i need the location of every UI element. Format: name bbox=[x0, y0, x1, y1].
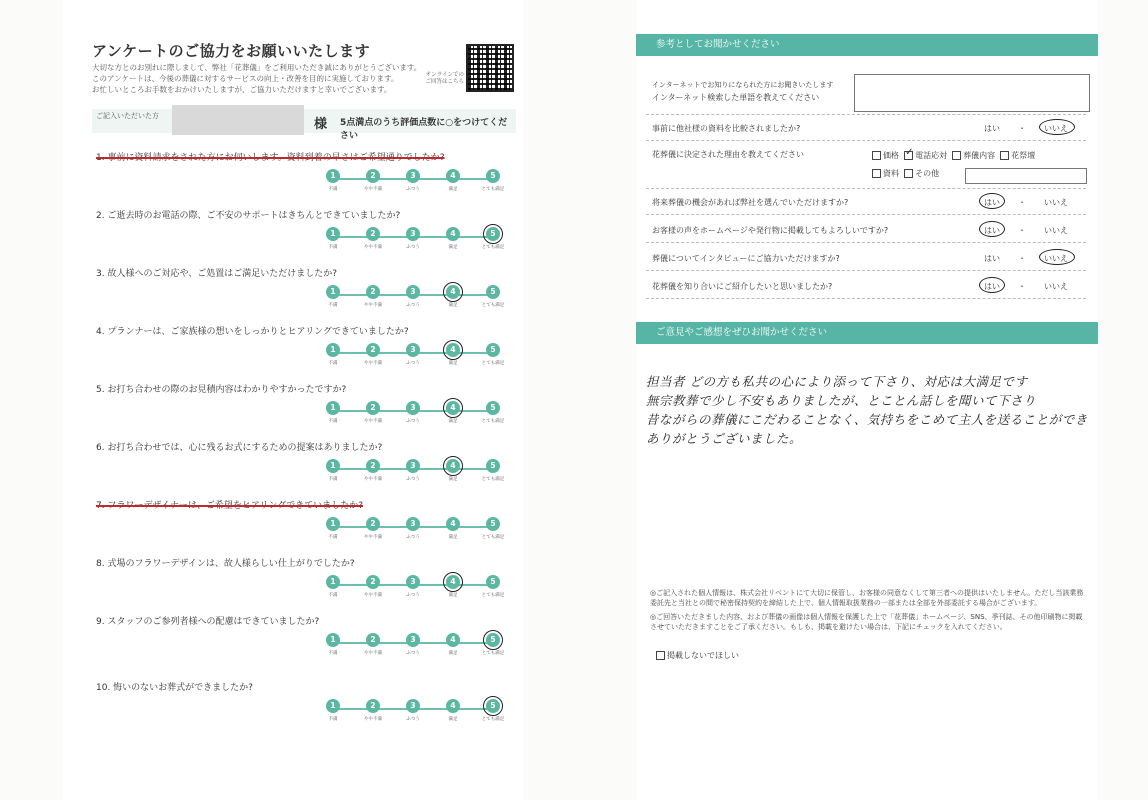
rating-label: やや不満 bbox=[364, 361, 382, 366]
rating-label: 不満 bbox=[328, 187, 338, 192]
question-4 bbox=[92, 324, 516, 382]
rating-label: とても満足 bbox=[481, 535, 505, 540]
rating-label: やや不満 bbox=[364, 245, 382, 250]
rating-option-5[interactable]: 5 bbox=[486, 227, 500, 241]
checkbox-icon bbox=[904, 169, 913, 178]
rating-option-5[interactable]: 5 bbox=[486, 459, 500, 473]
checkbox-icon bbox=[872, 151, 881, 160]
rating-label: 不満 bbox=[328, 651, 338, 656]
rating-option-3[interactable]: 3 bbox=[406, 169, 420, 183]
no-option[interactable]: いいえ bbox=[1044, 254, 1068, 263]
question-text: 2. ご逝去時のお電話の際、ご不安のサポートはきちんとできていましたか? bbox=[96, 211, 401, 221]
rating-label: 不満 bbox=[328, 717, 338, 722]
answer-circle-mark bbox=[1039, 249, 1075, 265]
rating-option-1[interactable]: 1 bbox=[326, 633, 340, 647]
rating-label: 不満 bbox=[328, 361, 338, 366]
rating-option-4[interactable]: 4 bbox=[446, 227, 460, 241]
privacy-note: ◎ご記入された個人情報は、株式会社リベントにて大切に保管し、お客様の同意なくして第三者への提供はいたしません。ただし当該業務委託先と当社との間で秘密保持契約を締結した上で、個人情報取扱業務の一部または全部を外部委託する場合がございます。 bbox=[650, 589, 1084, 607]
rating-option-5[interactable]: 5 bbox=[486, 401, 500, 415]
rating-option-1[interactable]: 1 bbox=[326, 575, 340, 589]
rating-label: 不満 bbox=[328, 477, 338, 482]
rating-option-5[interactable]: 5 bbox=[486, 285, 500, 299]
answer-circle-mark bbox=[979, 221, 1005, 237]
rating-scale bbox=[326, 285, 505, 315]
yes-option[interactable]: はい bbox=[984, 198, 1000, 207]
no-option[interactable]: いいえ bbox=[1044, 124, 1068, 133]
selected-rating-mark bbox=[443, 456, 463, 476]
rating-label: 満足 bbox=[448, 717, 458, 722]
question-text: 1. 事前に資料請求をされた方にお伺いします。資料到着の早さはご希望通りでしたか? bbox=[96, 153, 445, 163]
intro-text bbox=[92, 62, 442, 95]
rating-label: ふつう bbox=[406, 361, 420, 366]
rating-option-1[interactable]: 1 bbox=[326, 517, 340, 531]
question-3 bbox=[92, 266, 516, 324]
rating-option-2[interactable]: 2 bbox=[366, 227, 380, 241]
rating-label: やや不満 bbox=[364, 303, 382, 308]
internet-question-1: インターネットでお知りになられた方にお聞きいたします bbox=[652, 81, 834, 89]
rating-label: 満足 bbox=[448, 419, 458, 424]
rating-label: やや不満 bbox=[364, 477, 382, 482]
comment-line: 昔ながらの葬儀にこだわることなく、気持ちをこめて主人を送ることができ bbox=[646, 412, 1088, 427]
rating-label: ふつう bbox=[406, 717, 420, 722]
rating-option-2[interactable]: 2 bbox=[366, 401, 380, 415]
rating-scale bbox=[326, 343, 505, 373]
separator: ・ bbox=[1018, 198, 1026, 207]
question-8 bbox=[92, 556, 516, 614]
rating-label: やや不満 bbox=[364, 187, 382, 192]
yes-no-row-3 bbox=[646, 248, 1086, 271]
rating-label: 満足 bbox=[448, 651, 458, 656]
rating-option-4[interactable]: 4 bbox=[446, 285, 460, 299]
rating-label: ふつう bbox=[406, 303, 420, 308]
yes-option[interactable]: はい bbox=[984, 254, 1000, 263]
question-text: 6. お打ち合わせでは、心に残るお式にするための提案はありましたか? bbox=[96, 443, 383, 453]
rating-option-1[interactable]: 1 bbox=[326, 459, 340, 473]
option-label: 花祭壇 bbox=[1011, 151, 1036, 160]
rating-label: とても満足 bbox=[481, 187, 505, 192]
rating-label: 不満 bbox=[328, 245, 338, 250]
rating-label: とても満足 bbox=[481, 419, 505, 424]
yes-no-question: 花葬儀を知り合いにご紹介したいと思いましたか? bbox=[652, 282, 833, 291]
rating-label: 満足 bbox=[448, 535, 458, 540]
rating-option-1[interactable]: 1 bbox=[326, 285, 340, 299]
no-publish-label: 掲載しないでほしい bbox=[667, 651, 739, 660]
question-text: 3. 故人様へのご対応や、ご処置はご満足いただけましたか? bbox=[96, 269, 338, 279]
separator: ・ bbox=[1018, 282, 1026, 291]
rating-label: やや不満 bbox=[364, 419, 382, 424]
rating-label: ふつう bbox=[406, 245, 420, 250]
rating-label: やや不満 bbox=[364, 651, 382, 656]
separator: ・ bbox=[1018, 226, 1026, 235]
option-label: その他 bbox=[915, 169, 940, 178]
selected-rating-mark bbox=[483, 224, 503, 244]
question-9 bbox=[92, 614, 516, 672]
survey-left-page bbox=[62, 0, 524, 800]
rating-label: やや不満 bbox=[364, 535, 382, 540]
rating-label: 満足 bbox=[448, 593, 458, 598]
separator: ・ bbox=[1018, 124, 1026, 133]
search-word-field[interactable] bbox=[854, 74, 1090, 112]
checkbox-price[interactable] bbox=[872, 151, 899, 160]
rating-label: 不満 bbox=[328, 303, 338, 308]
checkbox-altar[interactable] bbox=[1000, 151, 1035, 160]
compare-row bbox=[646, 118, 1086, 141]
name-field-redacted[interactable] bbox=[172, 105, 304, 135]
rating-option-3[interactable]: 3 bbox=[406, 227, 420, 241]
yes-option[interactable]: はい bbox=[984, 282, 1000, 291]
name-suffix: 様 bbox=[314, 117, 328, 132]
rating-scale bbox=[326, 227, 505, 257]
rating-option-2[interactable]: 2 bbox=[366, 633, 380, 647]
rating-scale bbox=[326, 575, 505, 605]
rating-option-3[interactable]: 3 bbox=[406, 401, 420, 415]
section-header-comments: ご意見やご感想をぜひお聞かせください bbox=[636, 322, 1098, 344]
yes-no-question: お客様の声をホームページや発行物に掲載してもよろしいですか? bbox=[652, 226, 889, 235]
rating-option-5[interactable]: 5 bbox=[486, 169, 500, 183]
rating-label: ふつう bbox=[406, 593, 420, 598]
rating-option-3[interactable]: 3 bbox=[406, 699, 420, 713]
rating-label: 満足 bbox=[448, 361, 458, 366]
rating-label: 不満 bbox=[328, 593, 338, 598]
yes-no-question: 将来葬儀の機会があれば弊社を選んでいただけますか? bbox=[652, 198, 849, 207]
comment-line: 無宗教葬で少し不安もありましたが、とことん話しを聞いて下さり bbox=[646, 393, 1037, 408]
yes-option[interactable]: はい bbox=[984, 124, 1000, 133]
rating-scale bbox=[326, 517, 505, 547]
separator: ・ bbox=[1018, 254, 1026, 263]
rating-label: やや不満 bbox=[364, 717, 382, 722]
intro-line: お忙しいところお手数をおかけいたしますが、ご協力いただけますと幸いでございます。 bbox=[92, 85, 392, 94]
rating-label: 不満 bbox=[328, 535, 338, 540]
yes-no-row-2 bbox=[646, 220, 1086, 243]
rating-label: とても満足 bbox=[481, 477, 505, 482]
rating-option-1[interactable]: 1 bbox=[326, 169, 340, 183]
qr-code-icon[interactable] bbox=[466, 44, 514, 92]
rating-option-4[interactable]: 4 bbox=[446, 633, 460, 647]
checkbox-other[interactable] bbox=[904, 169, 939, 178]
rating-option-4[interactable]: 4 bbox=[446, 517, 460, 531]
rating-label: ふつう bbox=[406, 477, 420, 482]
checkbox-icon bbox=[952, 151, 961, 160]
intro-line: 大切な方とのお別れに際しまして、弊社「花葬儀」をご利用いただき誠にありがとうございます。 bbox=[92, 63, 422, 72]
rating-scale bbox=[326, 401, 505, 431]
comment-line: 担当者 どの方も私共の心により添って下さり、対応は大満足です bbox=[646, 374, 1028, 389]
name-label: ご記入いただいた方 bbox=[96, 112, 159, 120]
option-label: 葬儀内容 bbox=[963, 151, 996, 160]
rating-option-5[interactable]: 5 bbox=[486, 633, 500, 647]
question-2 bbox=[92, 208, 516, 266]
selected-rating-mark bbox=[443, 340, 463, 360]
name-row bbox=[92, 109, 516, 141]
question-6 bbox=[92, 440, 516, 498]
rating-option-5[interactable]: 5 bbox=[486, 575, 500, 589]
rating-option-5[interactable]: 5 bbox=[486, 343, 500, 357]
rating-label: 満足 bbox=[448, 187, 458, 192]
qr-code-block bbox=[425, 44, 518, 100]
rating-option-3[interactable]: 3 bbox=[406, 285, 420, 299]
rating-option-1[interactable]: 1 bbox=[326, 401, 340, 415]
rating-option-4[interactable]: 4 bbox=[446, 459, 460, 473]
checkbox-content[interactable] bbox=[952, 151, 995, 160]
rating-label: ふつう bbox=[406, 535, 420, 540]
answer-circle-mark bbox=[1039, 119, 1075, 135]
yes-no-row-4 bbox=[646, 276, 1086, 299]
question-text: 7. フラワーデザイナーは、ご希望をヒアリングできていましたか? bbox=[96, 501, 364, 511]
comment-line: ありがとうございました。 bbox=[646, 431, 803, 446]
no-option[interactable]: いいえ bbox=[1044, 226, 1068, 235]
question-7 bbox=[92, 498, 516, 556]
rating-option-1[interactable]: 1 bbox=[326, 227, 340, 241]
privacy-notes bbox=[650, 588, 1086, 632]
reason-options-line-1 bbox=[872, 147, 1036, 161]
question-text: 10. 悔いのないお葬式ができましたか? bbox=[96, 683, 253, 693]
no-publish-checkbox[interactable] bbox=[656, 650, 739, 661]
question-text: 4. プランナーは、ご家族様の想いをしっかりとヒアリングできていましたか? bbox=[96, 327, 409, 337]
reason-row bbox=[646, 144, 1086, 189]
question-text: 5. お打ち合わせの際のお見積内容はわかりやすかったですか? bbox=[96, 385, 347, 395]
rating-label: ふつう bbox=[406, 187, 420, 192]
rating-option-2[interactable]: 2 bbox=[366, 169, 380, 183]
checkbox-icon bbox=[872, 169, 881, 178]
question-10 bbox=[92, 680, 516, 738]
internet-question-2: インターネット検索した単語を教えてください bbox=[652, 93, 820, 102]
yes-option[interactable]: はい bbox=[984, 226, 1000, 235]
selected-rating-mark bbox=[443, 282, 463, 302]
answer-circle-mark bbox=[979, 277, 1005, 293]
reason-options-line-2 bbox=[872, 168, 939, 179]
checkbox-icon bbox=[1000, 151, 1009, 160]
rating-option-3[interactable]: 3 bbox=[406, 517, 420, 531]
qr-caption: オンラインでのご回答はこちら bbox=[425, 72, 464, 85]
rating-option-2[interactable]: 2 bbox=[366, 285, 380, 299]
rating-label: 満足 bbox=[448, 477, 458, 482]
rating-option-3[interactable]: 3 bbox=[406, 343, 420, 357]
rating-option-2[interactable]: 2 bbox=[366, 517, 380, 531]
question-5 bbox=[92, 382, 516, 440]
rating-option-2[interactable]: 2 bbox=[366, 343, 380, 357]
rating-label: ふつう bbox=[406, 419, 420, 424]
rating-label: 満足 bbox=[448, 245, 458, 250]
rating-option-1[interactable]: 1 bbox=[326, 343, 340, 357]
section-header-reference: 参考としてお聞かせください bbox=[636, 34, 1098, 56]
rating-option-4[interactable]: 4 bbox=[446, 699, 460, 713]
rating-label: 不満 bbox=[328, 419, 338, 424]
yes-no-row-1 bbox=[646, 192, 1086, 215]
selected-rating-mark bbox=[443, 572, 463, 592]
yes-no-question: 葬儀についてインタビューにご協力いただけますか? bbox=[652, 254, 840, 263]
reason-question: 花葬儀に決定された理由を教えてください bbox=[652, 150, 804, 159]
checked-checkbox-icon: ✓ bbox=[905, 147, 914, 158]
rating-label: ふつう bbox=[406, 651, 420, 656]
rating-label: 満足 bbox=[448, 303, 458, 308]
checkbox-icon bbox=[656, 651, 665, 660]
rating-label: とても満足 bbox=[481, 651, 505, 656]
publish-note: ◎ご回答いただきました内容、および葬儀の画像は個人情報を保護した上で「花葬儀」ホームページ、SNS、季刊誌、その他印刷物に掲載させていただきますことをご了承ください。もしも、掲載を避けたい場合は、下記にチェックを入れてください。 bbox=[650, 613, 1083, 631]
selected-rating-mark bbox=[483, 630, 503, 650]
rating-option-3[interactable]: 3 bbox=[406, 633, 420, 647]
rating-label: とても満足 bbox=[481, 593, 505, 598]
rating-label: とても満足 bbox=[481, 303, 505, 308]
page-title: アンケートのご協力をお願いいたします bbox=[92, 42, 371, 60]
rating-instruction: 5点満点のうち評価点数に○をつけてください bbox=[340, 118, 508, 141]
rating-option-5[interactable]: 5 bbox=[486, 699, 500, 713]
survey-right-page bbox=[636, 0, 1098, 800]
compare-question: 事前に他社様の資料を比較されましたか? bbox=[652, 124, 801, 133]
rating-option-3[interactable]: 3 bbox=[406, 575, 420, 589]
rating-scale bbox=[326, 459, 505, 489]
rating-option-4[interactable]: 4 bbox=[446, 575, 460, 589]
rating-label: とても満足 bbox=[481, 717, 505, 722]
rating-option-4[interactable]: 4 bbox=[446, 401, 460, 415]
selected-rating-mark bbox=[483, 696, 503, 716]
intro-line: このアンケートは、今後の葬儀に対するサービスの向上・改善を目的に実施しております。 bbox=[92, 74, 399, 83]
checkbox-phone[interactable] bbox=[904, 147, 948, 160]
option-label: 価格 bbox=[883, 151, 899, 160]
selected-rating-mark bbox=[443, 398, 463, 418]
option-label: 資料 bbox=[883, 169, 899, 178]
checkbox-material[interactable] bbox=[872, 169, 899, 178]
rating-option-1[interactable]: 1 bbox=[326, 699, 340, 713]
rating-option-2[interactable]: 2 bbox=[366, 699, 380, 713]
no-option[interactable]: いいえ bbox=[1044, 282, 1068, 291]
rating-option-3[interactable]: 3 bbox=[406, 459, 420, 473]
rating-label: やや不満 bbox=[364, 593, 382, 598]
rating-option-4[interactable]: 4 bbox=[446, 343, 460, 357]
question-1 bbox=[92, 150, 516, 208]
rating-scale bbox=[326, 633, 505, 663]
rating-option-5[interactable]: 5 bbox=[486, 517, 500, 531]
rating-option-2[interactable]: 2 bbox=[366, 459, 380, 473]
rating-option-4[interactable]: 4 bbox=[446, 169, 460, 183]
question-text: 9. スタッフのご参列者様への配慮はできていましたか? bbox=[96, 617, 320, 627]
rating-label: とても満足 bbox=[481, 361, 505, 366]
option-label: 電話応対 bbox=[915, 151, 948, 160]
rating-label: とても満足 bbox=[481, 245, 505, 250]
handwritten-comment bbox=[646, 372, 1096, 448]
no-option[interactable]: いいえ bbox=[1044, 198, 1068, 207]
rating-scale bbox=[326, 699, 505, 729]
internet-search-row bbox=[646, 70, 1086, 115]
rating-scale bbox=[326, 169, 505, 199]
question-text: 8. 式場のフラワーデザインは、故人様らしい仕上がりでしたか? bbox=[96, 559, 355, 569]
other-reason-field[interactable] bbox=[965, 168, 1087, 184]
answer-circle-mark bbox=[979, 193, 1005, 209]
rating-option-2[interactable]: 2 bbox=[366, 575, 380, 589]
